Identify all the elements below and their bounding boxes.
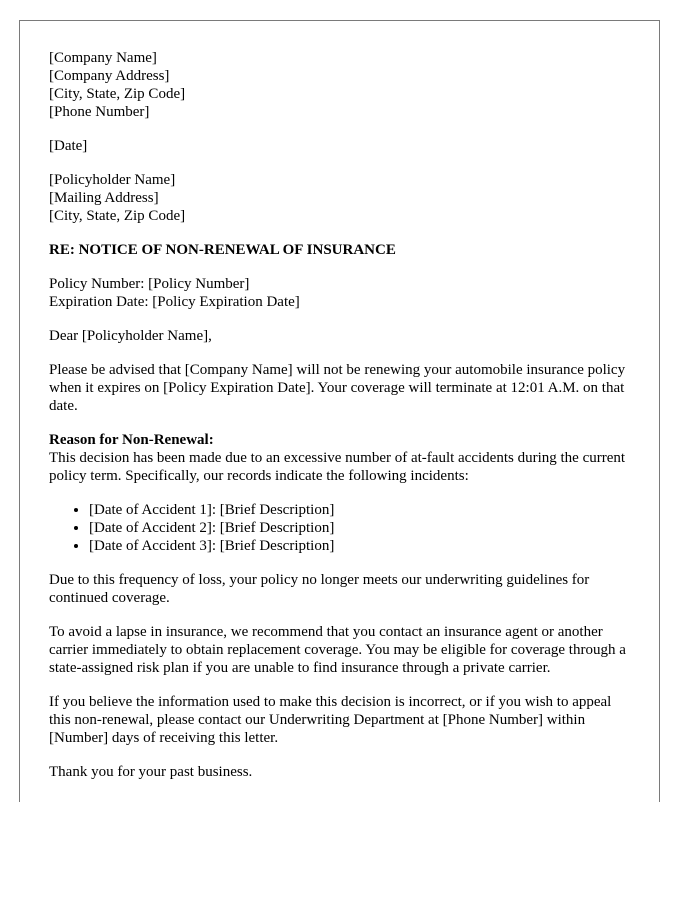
sender-company-address: [Company Address] — [49, 68, 170, 84]
recipient-city-state-zip: [City, State, Zip Code] — [49, 208, 186, 224]
policy-number: Policy Number: [Policy Number] — [49, 276, 250, 292]
frequency-paragraph: Due to this frequency of loss, your policy no longer meets our underwriting guidelines for continued coverage. — [49, 572, 590, 606]
recipient-address: [Mailing Address] — [49, 190, 159, 206]
closing-line: Thank you for your past business. — [49, 764, 253, 780]
letter-date: [Date] — [49, 138, 88, 154]
list-item: • [Date of Accident 3]: [Brief Description] — [89, 537, 634, 555]
recipient-address-block — [49, 171, 634, 225]
letter-body — [49, 49, 634, 797]
reason-text: This decision has been made due to an excessive number of at-fault accidents during the current policy term. Specifically, our records indicate the following incidents: — [49, 450, 626, 484]
sender-phone: [Phone Number] — [49, 104, 150, 120]
sender-address-block — [49, 49, 634, 121]
salutation: Dear [Policyholder Name], — [49, 328, 212, 344]
list-item: • [Date of Accident 1]: [Brief Description] — [89, 501, 634, 519]
reason-heading: Reason for Non-Renewal: — [49, 432, 214, 448]
letter-page — [19, 20, 660, 802]
incident-list — [49, 501, 634, 555]
appeal-paragraph: If you believe the information used to make this decision is incorrect, or if you wish to appeal this non-renewal, please contact our Underwriting Department at [Phone Number] within [Number] days of receiving this letter. — [49, 694, 612, 746]
lapse-paragraph: To avoid a lapse in insurance, we recommend that you contact an insurance agent or another carrier immediately to obtain replacement coverage. You may be eligible for coverage through a state-assigned risk plan if you are unable to find insurance through a private carrier. — [49, 624, 626, 676]
list-item: • [Date of Accident 2]: [Brief Description] — [89, 519, 634, 537]
policy-details — [49, 275, 634, 311]
sender-city-state-zip: [City, State, Zip Code] — [49, 86, 186, 102]
expiration-date: Expiration Date: [Policy Expiration Date] — [49, 294, 300, 310]
recipient-name: [Policyholder Name] — [49, 172, 176, 188]
intro-paragraph: Please be advised that [Company Name] will not be renewing your automobile insurance policy when it expires on [Policy Expiration Date]. Your coverage will terminate at 12:01 A.M. on that date. — [49, 362, 626, 414]
subject-line: RE: NOTICE OF NON-RENEWAL OF INSURANCE — [49, 242, 396, 258]
reason-section — [49, 431, 634, 485]
sender-company-name: [Company Name] — [49, 50, 157, 66]
